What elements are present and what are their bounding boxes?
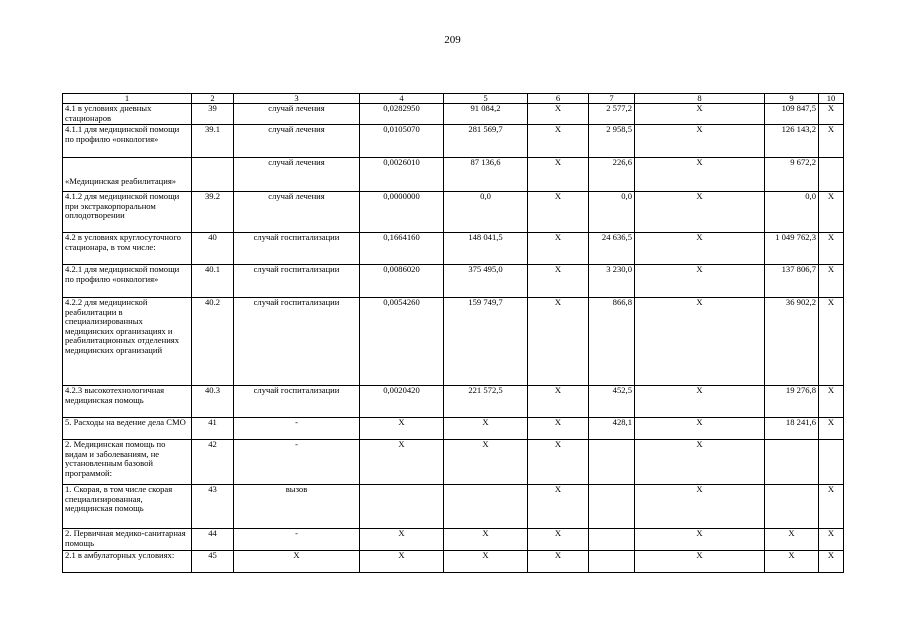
table-row [63, 192, 844, 233]
row-label-cell: «Медицинская реабилитация» [63, 158, 192, 192]
table-cell: X [444, 529, 528, 551]
table-cell: 159 749,7 [444, 298, 528, 386]
table-cell [589, 440, 635, 485]
table-cell: 281 569,7 [444, 125, 528, 158]
table-cell: - [234, 440, 360, 485]
table-cell: случай госпитализации [234, 265, 360, 298]
table-cell: 0,0105070 [360, 125, 444, 158]
table-cell: 44 [192, 529, 234, 551]
table-cell: 2 958,5 [589, 125, 635, 158]
table-cell: X [444, 440, 528, 485]
table-row [63, 529, 844, 551]
table-cell: 40.1 [192, 265, 234, 298]
table-cell: 91 084,2 [444, 104, 528, 125]
table-cell: - [234, 418, 360, 440]
table-row [63, 158, 844, 192]
table-cell: 866,8 [589, 298, 635, 386]
table-cell: 0,0 [765, 192, 819, 233]
table-cell: 226,6 [589, 158, 635, 192]
table-cell: 41 [192, 418, 234, 440]
table-row [63, 125, 844, 158]
table-cell [765, 485, 819, 529]
row-label-cell: 2.1 в амбулаторных условиях: [63, 551, 192, 573]
table-cell: X [528, 386, 589, 418]
header-cell: 5 [444, 94, 528, 104]
header-cell: 9 [765, 94, 819, 104]
table-cell: вызов [234, 485, 360, 529]
table-cell: 2 577,2 [589, 104, 635, 125]
table-cell: X [819, 104, 844, 125]
row-label-cell: 2. Первичная медико-санитарная помощь [63, 529, 192, 551]
table-cell: X [635, 104, 765, 125]
table-cell: X [528, 551, 589, 573]
table-cell: X [635, 386, 765, 418]
table-cell: X [819, 125, 844, 158]
table-cell: X [360, 551, 444, 573]
table-cell: случай госпитализации [234, 233, 360, 265]
header-cell: 10 [819, 94, 844, 104]
table-cell: 39.2 [192, 192, 234, 233]
table-cell: X [765, 529, 819, 551]
table-cell: X [819, 386, 844, 418]
table-cell: 0,0086020 [360, 265, 444, 298]
table-row [63, 233, 844, 265]
header-cell: 7 [589, 94, 635, 104]
table-cell: 148 041,5 [444, 233, 528, 265]
table-cell: X [635, 529, 765, 551]
table-cell: 0,1664160 [360, 233, 444, 265]
table-cell: 452,5 [589, 386, 635, 418]
header-cell: 6 [528, 94, 589, 104]
table-cell: случай лечения [234, 125, 360, 158]
table-cell: 3 230,0 [589, 265, 635, 298]
table-cell: - [234, 529, 360, 551]
table-cell: X [528, 298, 589, 386]
table-cell: 0,0282950 [360, 104, 444, 125]
data-table [62, 93, 844, 573]
table-cell: X [528, 529, 589, 551]
table-cell: 375 495,0 [444, 265, 528, 298]
table-cell: X [819, 233, 844, 265]
table-cell: X [528, 485, 589, 529]
table-cell: X [635, 551, 765, 573]
row-label-cell: 4.2.2 для медицинской реабилитации в специализированных медицинских организациях и реабилитационных отделениях медицинских организаций [63, 298, 192, 386]
table-cell: X [528, 440, 589, 485]
table-cell: X [528, 418, 589, 440]
table-cell: 0,0054260 [360, 298, 444, 386]
table-cell: X [234, 551, 360, 573]
table-cell: 9 672,2 [765, 158, 819, 192]
table-cell: случай лечения [234, 192, 360, 233]
table-cell: X [528, 233, 589, 265]
table-cell: X [444, 418, 528, 440]
table-row [63, 440, 844, 485]
table-cell [765, 440, 819, 485]
row-label-cell: 4.2 в условиях круглосуточного стационара, в том числе: [63, 233, 192, 265]
table-cell: X [819, 551, 844, 573]
table-cell: X [819, 529, 844, 551]
table-cell: X [528, 265, 589, 298]
table-cell: 36 902,2 [765, 298, 819, 386]
table-cell: 428,1 [589, 418, 635, 440]
header-cell: 3 [234, 94, 360, 104]
row-label-cell: 4.2.1 для медицинской помощи по профилю «онкология» [63, 265, 192, 298]
table-cell: 0,0020420 [360, 386, 444, 418]
table-cell: X [819, 265, 844, 298]
table-cell [589, 485, 635, 529]
table-cell: 137 806,7 [765, 265, 819, 298]
row-label-cell: 1. Скорая, в том числе скорая специализированная, медицинская помощь [63, 485, 192, 529]
table-cell: X [528, 192, 589, 233]
row-label-cell: 5. Расходы на ведение дела СМО [63, 418, 192, 440]
table-cell: X [819, 418, 844, 440]
table-cell [589, 551, 635, 573]
table-cell: X [635, 265, 765, 298]
header-row [63, 94, 844, 104]
row-label-cell: 4.2.3 высокотехнологичная медицинская помощь [63, 386, 192, 418]
header-cell: 4 [360, 94, 444, 104]
table-cell: X [635, 192, 765, 233]
table-cell: 0,0026010 [360, 158, 444, 192]
row-label-cell: 2. Медицинская помощь по видам и заболеваниям, не установленным базовой программой: [63, 440, 192, 485]
table-row [63, 386, 844, 418]
table-cell: X [635, 440, 765, 485]
table-cell: случай лечения [234, 104, 360, 125]
table-cell: 18 241,6 [765, 418, 819, 440]
table-cell: 0,0 [589, 192, 635, 233]
table-cell: 221 572,5 [444, 386, 528, 418]
table-row [63, 265, 844, 298]
table-cell: 42 [192, 440, 234, 485]
table-cell [444, 485, 528, 529]
header-cell: 1 [63, 94, 192, 104]
table-cell: 43 [192, 485, 234, 529]
table-cell [192, 158, 234, 192]
table-cell: X [528, 104, 589, 125]
page-number: 209 [444, 34, 461, 46]
header-cell: 8 [635, 94, 765, 104]
table-cell: 40.3 [192, 386, 234, 418]
table-cell [360, 485, 444, 529]
table-cell: X [444, 551, 528, 573]
row-label-cell: 4.1.1 для медицинской помощи по профилю «онкология» [63, 125, 192, 158]
table-cell: 39.1 [192, 125, 234, 158]
table-row [63, 104, 844, 125]
table-cell: случай госпитализации [234, 298, 360, 386]
table-cell: X [819, 485, 844, 529]
table-row [63, 485, 844, 529]
table-cell: 1 049 762,3 [765, 233, 819, 265]
table-cell [819, 158, 844, 192]
table-cell: 19 276,8 [765, 386, 819, 418]
table-cell: X [635, 125, 765, 158]
table-cell: X [360, 440, 444, 485]
table-cell: 45 [192, 551, 234, 573]
table-cell [589, 529, 635, 551]
header-cell: 2 [192, 94, 234, 104]
table-cell: 0,0 [444, 192, 528, 233]
row-label-cell: 4.1.2 для медицинской помощи при экстракорпоральном оплодотворении [63, 192, 192, 233]
table-cell: 24 636,5 [589, 233, 635, 265]
table-cell: X [635, 298, 765, 386]
table-cell: X [528, 158, 589, 192]
table-cell: 87 136,6 [444, 158, 528, 192]
table-cell: 109 847,5 [765, 104, 819, 125]
table-cell: X [360, 418, 444, 440]
table-row [63, 298, 844, 386]
table-cell: X [635, 158, 765, 192]
table-cell [819, 440, 844, 485]
table-cell: X [819, 298, 844, 386]
table-cell: 40 [192, 233, 234, 265]
table-cell: случай лечения [234, 158, 360, 192]
table-cell: 39 [192, 104, 234, 125]
table-cell: 40.2 [192, 298, 234, 386]
table-cell: 0,0000000 [360, 192, 444, 233]
row-label-cell: 4.1 в условиях дневных стационаров [63, 104, 192, 125]
table-row [63, 418, 844, 440]
table-cell: X [635, 418, 765, 440]
table-cell: X [528, 125, 589, 158]
table-cell: 126 143,2 [765, 125, 819, 158]
table-cell: X [635, 485, 765, 529]
table-cell: X [819, 192, 844, 233]
table-row [63, 551, 844, 573]
table-cell: X [360, 529, 444, 551]
table-cell: случай госпитализации [234, 386, 360, 418]
table-cell: X [635, 233, 765, 265]
table-cell: X [765, 551, 819, 573]
